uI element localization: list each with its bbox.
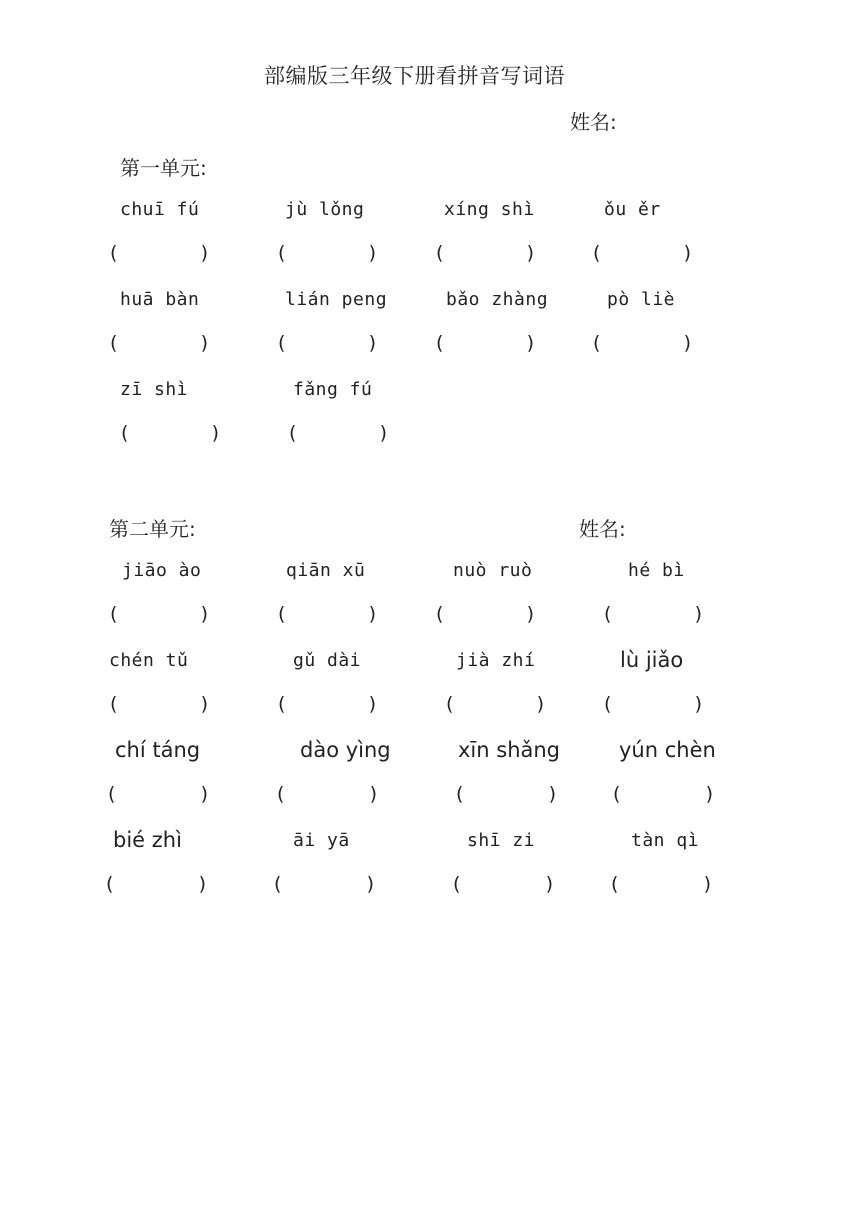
- pinyin-word: chén tǔ: [109, 650, 189, 671]
- open-paren: (: [277, 783, 285, 805]
- close-paren: ): [683, 332, 691, 354]
- pinyin-word: ǒu ěr: [604, 199, 661, 220]
- answer-blank[interactable]: [110, 693, 208, 715]
- pinyin-word: tàn qì: [631, 830, 700, 851]
- open-paren: (: [611, 873, 619, 895]
- close-paren: ): [368, 242, 376, 264]
- answer-blank[interactable]: [277, 783, 377, 805]
- page-title: 部编版三年级下册看拼音写词语: [264, 64, 565, 88]
- pinyin-word: shī zi: [467, 830, 536, 851]
- answer-blank[interactable]: [110, 332, 208, 354]
- open-paren: (: [436, 603, 444, 625]
- answer-blank[interactable]: [593, 332, 691, 354]
- unit1-label: 第一单元:: [120, 156, 207, 180]
- close-paren: ): [694, 693, 702, 715]
- pinyin-word: bié zhì: [113, 828, 182, 852]
- answer-blank[interactable]: [446, 693, 544, 715]
- close-paren: ): [526, 332, 534, 354]
- answer-blank[interactable]: [274, 873, 374, 895]
- open-paren: (: [110, 693, 118, 715]
- unit2-name-label: 姓名:: [579, 517, 626, 541]
- open-paren: (: [613, 783, 621, 805]
- open-paren: (: [289, 422, 297, 444]
- open-paren: (: [456, 783, 464, 805]
- pinyin-word: bǎo zhàng: [446, 289, 549, 310]
- pinyin-word: hé bì: [628, 560, 685, 581]
- pinyin-word: xīn shǎng: [458, 738, 561, 762]
- pinyin-word: huā bàn: [120, 289, 200, 310]
- pinyin-word: chuī fú: [120, 199, 200, 220]
- answer-blank[interactable]: [453, 873, 553, 895]
- open-paren: (: [278, 603, 286, 625]
- pinyin-word: lù jiǎo: [620, 648, 684, 672]
- open-paren: (: [593, 242, 601, 264]
- pinyin-word: pò liè: [607, 289, 676, 310]
- close-paren: ): [200, 783, 208, 805]
- close-paren: ): [526, 242, 534, 264]
- answer-blank[interactable]: [106, 873, 206, 895]
- answer-blank[interactable]: [289, 422, 387, 444]
- close-paren: ): [683, 242, 691, 264]
- answer-blank[interactable]: [604, 603, 702, 625]
- open-paren: (: [453, 873, 461, 895]
- answer-blank[interactable]: [436, 242, 534, 264]
- pinyin-word: zī shì: [120, 379, 189, 400]
- answer-blank[interactable]: [456, 783, 556, 805]
- close-paren: ): [694, 603, 702, 625]
- close-paren: ): [369, 783, 377, 805]
- pinyin-word: lián peng: [285, 289, 388, 310]
- pinyin-word: jiāo ào: [122, 560, 202, 581]
- close-paren: ): [200, 693, 208, 715]
- open-paren: (: [108, 783, 116, 805]
- unit2-label: 第二单元:: [109, 517, 196, 541]
- open-paren: (: [278, 332, 286, 354]
- open-paren: (: [436, 242, 444, 264]
- open-paren: (: [436, 332, 444, 354]
- pinyin-word: dào yìng: [300, 738, 391, 762]
- answer-blank[interactable]: [278, 242, 376, 264]
- open-paren: (: [110, 332, 118, 354]
- answer-blank[interactable]: [278, 693, 376, 715]
- open-paren: (: [604, 603, 612, 625]
- answer-blank[interactable]: [278, 603, 376, 625]
- close-paren: ): [368, 693, 376, 715]
- close-paren: ): [705, 783, 713, 805]
- open-paren: (: [106, 873, 114, 895]
- open-paren: (: [274, 873, 282, 895]
- pinyin-word: gǔ dài: [293, 650, 362, 671]
- close-paren: ): [211, 422, 219, 444]
- close-paren: ): [526, 603, 534, 625]
- pinyin-word: qiān xū: [286, 560, 366, 581]
- pinyin-word: nuò ruò: [453, 560, 533, 581]
- answer-blank[interactable]: [110, 242, 208, 264]
- pinyin-word: āi yā: [293, 830, 350, 851]
- answer-blank[interactable]: [611, 873, 711, 895]
- close-paren: ): [379, 422, 387, 444]
- open-paren: (: [121, 422, 129, 444]
- open-paren: (: [446, 693, 454, 715]
- answer-blank[interactable]: [436, 332, 534, 354]
- close-paren: ): [200, 603, 208, 625]
- close-paren: ): [536, 693, 544, 715]
- name-label: 姓名:: [570, 110, 617, 134]
- pinyin-word: fǎng fú: [293, 379, 373, 400]
- answer-blank[interactable]: [604, 693, 702, 715]
- close-paren: ): [548, 783, 556, 805]
- close-paren: ): [703, 873, 711, 895]
- close-paren: ): [368, 332, 376, 354]
- answer-blank[interactable]: [613, 783, 713, 805]
- answer-blank[interactable]: [110, 603, 208, 625]
- close-paren: ): [368, 603, 376, 625]
- open-paren: (: [278, 693, 286, 715]
- close-paren: ): [200, 332, 208, 354]
- open-paren: (: [110, 242, 118, 264]
- close-paren: ): [366, 873, 374, 895]
- open-paren: (: [593, 332, 601, 354]
- answer-blank[interactable]: [108, 783, 208, 805]
- open-paren: (: [110, 603, 118, 625]
- pinyin-word: jù lǒng: [285, 199, 365, 220]
- close-paren: ): [200, 242, 208, 264]
- answer-blank[interactable]: [121, 422, 219, 444]
- pinyin-word: xíng shì: [444, 199, 535, 220]
- close-paren: ): [545, 873, 553, 895]
- pinyin-word: chí táng: [115, 738, 201, 762]
- pinyin-word: yún chèn: [619, 738, 716, 762]
- answer-blank[interactable]: [593, 242, 691, 264]
- answer-blank[interactable]: [436, 603, 534, 625]
- close-paren: ): [198, 873, 206, 895]
- open-paren: (: [278, 242, 286, 264]
- pinyin-word: jià zhí: [456, 650, 536, 671]
- open-paren: (: [604, 693, 612, 715]
- answer-blank[interactable]: [278, 332, 376, 354]
